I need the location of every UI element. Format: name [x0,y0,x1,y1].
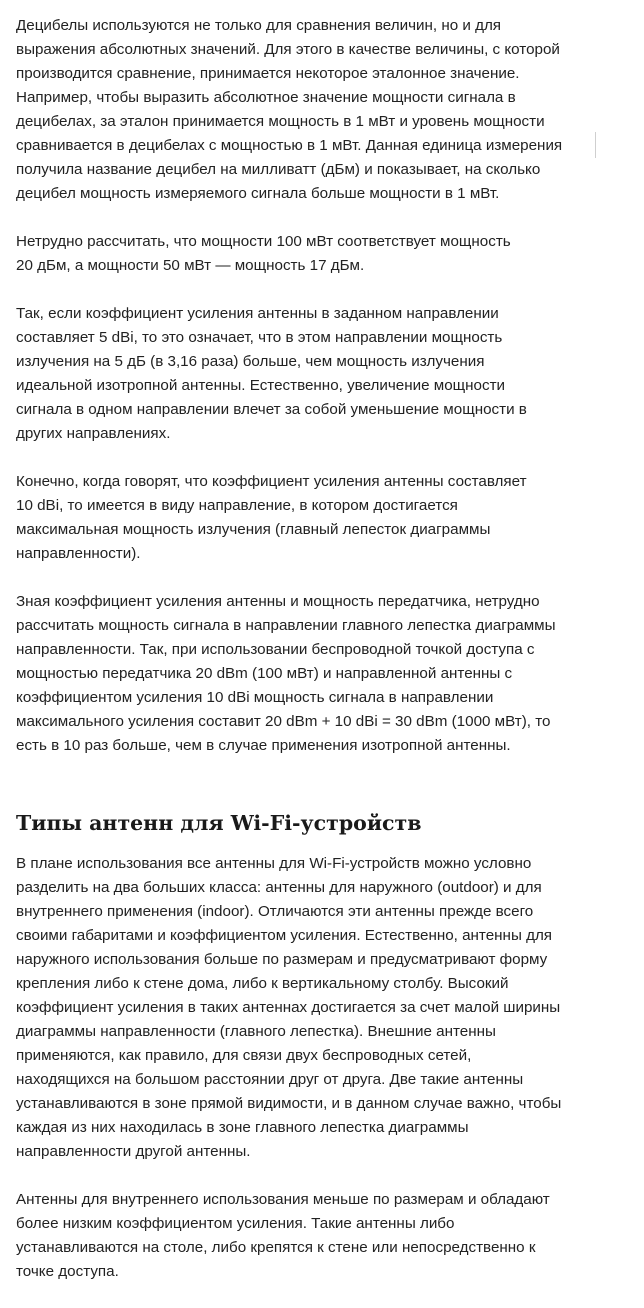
article-body [16,14,616,1308]
paragraph-dbm-examples: Нетрудно рассчитать, что мощности 100 мВт соответствует мощность 20 дБм, а мощности 50 мВт — мощность 17 дБм. [16,233,511,274]
paragraph-decibel-absolute-values: Децибелы используются не только для сравнения величин, но и для выражения абсолютных значений. Для этого в качестве величины, с которой производится сравнение, принимается некоторое эталонное значение. Например, чтобы выразить абсолютное значение мощности сигнала в децибелах, за эталон принимается мощность в 1 мВт и уровень мощности сравнивается в децибелах с мощностью в 1 мВт. Данная единица измерения получила название децибел на милливатт (дБм) и показывает, на сколько децибел мощность измеряемого сигнала больше мощности в 1 мВт. [16,17,563,202]
paragraph-indoor-antennas: Антенны для внутреннего использования меньше по размерам и обладают более низким коэффициентом усиления. Такие антенны либо устанавливаются на столе, либо крепятся к стене или непосредственно к точке доступа. [16,1191,550,1280]
section-heading-antenna-types: Типы антенн для Wi-Fi-устройств [16,811,422,835]
paragraph-signal-power-calculation: Зная коэффициент усиления антенны и мощность передатчика, нетрудно рассчитать мощность сигнала в направлении главного лепестка диаграммы направленности. Так, при использовании беспроводной точкой доступа с мощностью передатчика 20 dBm (100 мВт) и направленной антенны с коэффициентом усиления 10 dBi мощность сигнала в направлении максимального усиления составит 20 dBm + 10 dBi = 30 dBm (1000 мВт), то есть в 10 раз больше, чем в случае применения изотропной антенны. [16,593,556,754]
paragraph-outdoor-indoor-antennas: В плане использования все антенны для Wi-Fi-устройств можно условно разделить на два больших класса: антенны для наружного (outdoor) и для внутреннего применения (indoor). Отличаются эти антенны прежде всего своими габаритами и коэффициентом усиления. Естественно, антенны для наружного использования больше по размерам и предусматривают форму крепления либо к стене дома, либо к вертикальному столбу. Высокий коэффициент усиления в таких антеннах достигается за счет малой ширины диаграммы направленности (главного лепестка). Внешние антенны применяются, как правило, для связи двух беспроводных сетей, находящихся на большом расстоянии друг от друга. Две такие антенны устанавливаются в зоне прямой видимости, и в данном случае важно, чтобы каждая из них находилась в зоне главного лепестка диаграммы направленности другой антенны. [16,855,562,1160]
paragraph-dbi-gain-explanation: Так, если коэффициент усиления антенны в заданном направлении составляет 5 dBi, то это означает, что в этом направлении мощность излучения на 5 дБ (в 3,16 раза) больше, чем мощность излучения идеальной изотропной антенны. Естественно, увеличение мощности сигнала в одном направлении влечет за собой уменьшение мощности в других направлениях. [16,305,527,442]
paragraph-main-lobe-direction: Конечно, когда говорят, что коэффициент усиления антенны составляет 10 dBi, то имеется в виду направление, в котором достигается максимальная мощность излучения (главный лепесток диаграммы направленности). [16,473,527,562]
text-cursor-divider [595,132,596,158]
